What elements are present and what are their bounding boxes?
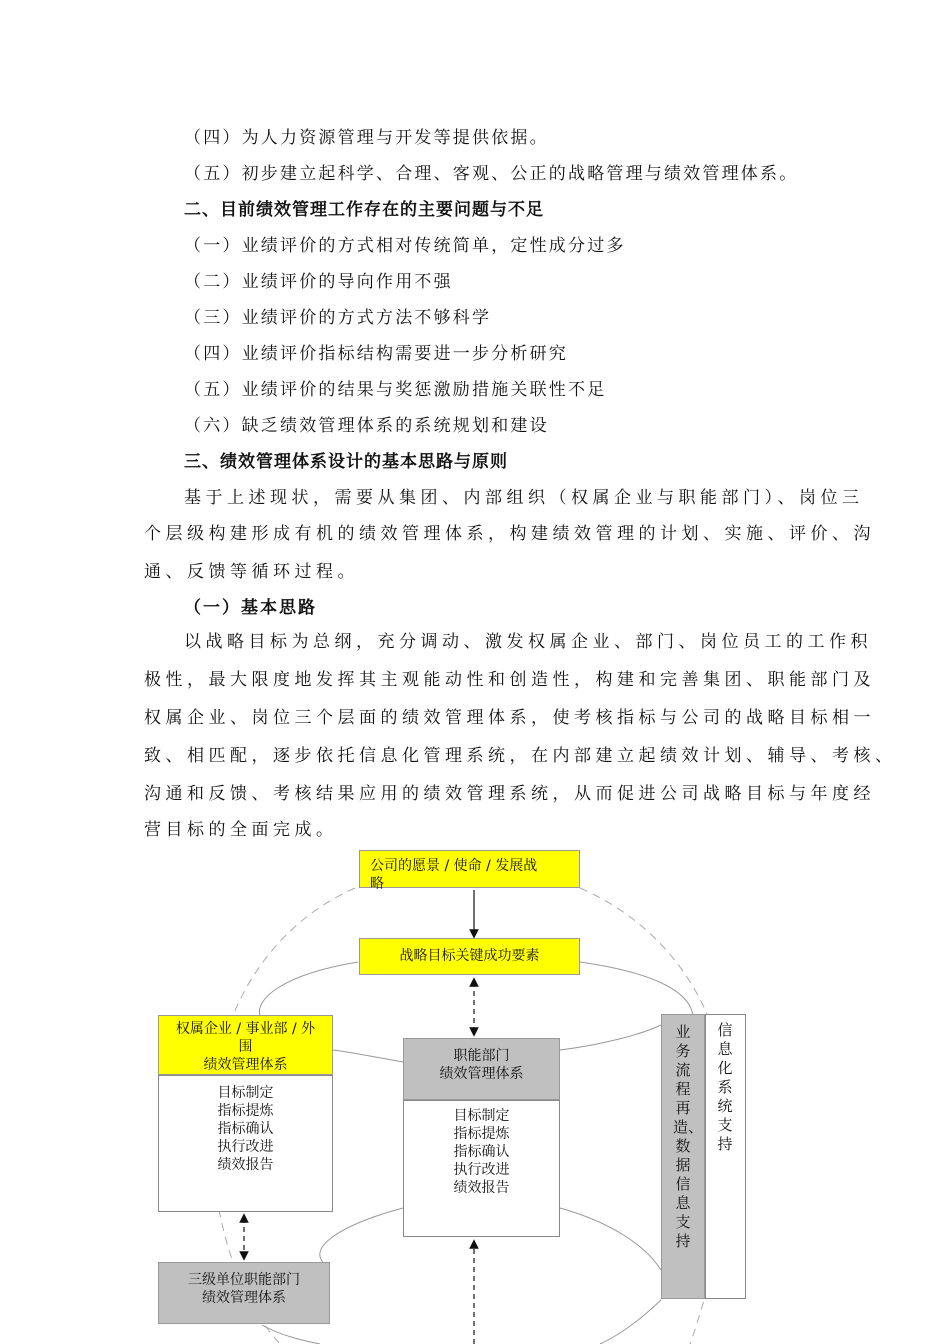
subsidiary-text: 绩效管理体系	[203, 1057, 288, 1073]
point-4: （四）为人力资源管理与开发等提供依据。	[184, 128, 549, 148]
step-item: 绩效报告	[453, 1180, 510, 1196]
functional-header-box	[403, 1038, 560, 1100]
problem-3: （三）业绩评价的方式方法不够科学	[184, 308, 492, 328]
step-item: 指标确认	[453, 1144, 510, 1160]
paragraph-2-line: 以战略目标为总纲，充分调动、激发权属企业、部门、岗位员工的工作积	[184, 632, 872, 652]
heading-basic-idea: （一）基本思路	[184, 598, 317, 618]
point-5: （五）初步建立起科学、合理、客观、公正的战略管理与绩效管理体系。	[184, 164, 799, 184]
step-item: 指标提炼	[217, 1103, 274, 1119]
problem-4: （四）业绩评价指标结构需要进一步分析研究	[184, 344, 568, 364]
inner-ellipse-arc	[580, 962, 693, 1016]
inner-ellipse-arc	[560, 1208, 661, 1270]
process-support-text: 业务流程再造、数据信息支持	[673, 1023, 704, 1250]
step-item: 目标制定	[453, 1108, 510, 1124]
it-support-text: 信息化系统支持	[717, 1021, 733, 1153]
paragraph-2-line: 极性，最大限度地发挥其主观能动性和创造性，构建和完善集团、职能部门及	[144, 670, 875, 690]
third-level-box	[158, 1262, 330, 1324]
step-item: 执行改进	[453, 1162, 510, 1178]
step-item: 目标制定	[217, 1085, 274, 1101]
third-level-text: 三级单位职能部门	[188, 1272, 300, 1288]
paragraph-2-line: 营目标的全面完成。	[144, 820, 338, 840]
functional-text: 绩效管理体系	[439, 1066, 524, 1082]
inner-ellipse-arc	[262, 1325, 320, 1344]
vision-text: 公司的愿景 / 使命 / 发展战	[370, 858, 538, 874]
step-item: 绩效报告	[217, 1157, 274, 1173]
ksf-text: 战略目标关键成功要素	[399, 948, 540, 964]
inner-ellipse-arc	[320, 1208, 403, 1268]
subsidiary-text: 围	[238, 1039, 253, 1055]
subsidiary-text: 权属企业 / 事业部 / 外	[175, 1021, 316, 1037]
inner-ellipse-arc	[600, 1300, 661, 1344]
problem-5: （五）业绩评价的结果与奖惩激励措施关联性不足	[184, 380, 607, 400]
vision-text: 略	[370, 876, 384, 892]
functional-steps-box	[403, 1100, 560, 1237]
paragraph-2-line: 致、相匹配，逐步依托信息化管理系统，在内部建立起绩效计划、辅导、考核、	[144, 746, 897, 766]
it-support-box	[705, 1014, 746, 1299]
heading-section-3: 三、绩效管理体系设计的基本思路与原则	[184, 452, 508, 472]
ksf-box	[359, 938, 580, 975]
paragraph-2-line: 权属企业、岗位三个层面的绩效管理体系，使考核指标与公司的战略目标相一	[144, 708, 875, 728]
inner-ellipse-arc	[259, 962, 358, 1016]
subsidiary-header-box	[158, 1015, 333, 1075]
process-support-box	[661, 1014, 705, 1299]
heading-section-2: 二、目前绩效管理工作存在的主要问题与不足	[184, 200, 544, 220]
paragraph-2-line: 沟通和反馈、考核结果应用的绩效管理系统，从而促进公司战略目标与年度经	[144, 784, 875, 804]
functional-text: 职能部门	[453, 1048, 510, 1064]
paragraph-1-line: 通、反馈等循环过程。	[144, 562, 359, 582]
subsidiary-steps-box	[158, 1075, 333, 1212]
paragraph-1-line: 基于上述现状，需要从集团、内部组织（权属企业与职能部门）、岗位三	[184, 488, 864, 508]
problem-2: （二）业绩评价的导向作用不强	[184, 272, 453, 292]
inner-ellipse-arc	[333, 1050, 403, 1062]
paragraph-1-line: 个层级构建形成有机的绩效管理体系，构建绩效管理的计划、实施、评价、沟	[144, 524, 875, 544]
problem-6: （六）缺乏绩效管理体系的系统规划和建设	[184, 416, 549, 436]
step-item: 指标确认	[217, 1121, 274, 1137]
third-level-text: 绩效管理体系	[202, 1290, 286, 1306]
step-item: 执行改进	[217, 1139, 274, 1155]
step-item: 指标提炼	[453, 1126, 510, 1142]
inner-ellipse-arc	[560, 1025, 661, 1050]
vision-box	[359, 850, 580, 892]
problem-1: （一）业绩评价的方式相对传统简单，定性成分过多	[184, 236, 626, 256]
